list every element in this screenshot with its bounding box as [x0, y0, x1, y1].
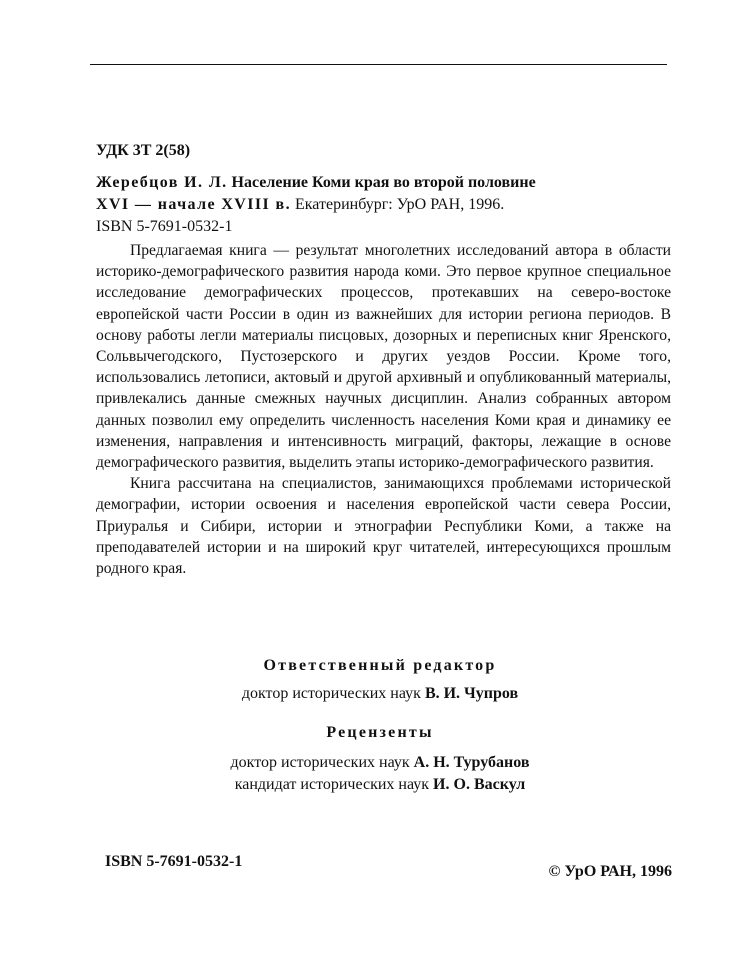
reviewer-2	[90, 774, 670, 796]
footer-copyright: © УрО РАН, 1996	[548, 863, 672, 880]
isbn-line: ISBN 5-7691-0532-1	[96, 218, 233, 235]
author-name: Жеребцов И. Л.	[96, 174, 228, 191]
reviewer-1-name: А. Н. Турубанов	[413, 754, 530, 771]
footer-isbn: ISBN 5-7691-0532-1	[105, 853, 243, 870]
imprint: Екатеринбург: УрО РАН, 1996.	[295, 196, 505, 213]
reviewer-2-title: кандидат исторических наук	[234, 776, 430, 793]
annotation-paragraph-1: Предлагаемая книга — результат многолетних исследований автора в области историко-демографического развития народа коми. Это первое крупное специальное исследование демографических процессов, протекавших на северо-востоке европейской части России в один из важнейших для истории региона периодов. В основу работы легли материалы писцовых, дозорных и переписных книг Яренского, Сольвычегодского, Пустозерского и других уездов России. Кроме того, использовались летописи, актовый и другой архивный и опубликованный материалы, привлекались данные смежных научных дисциплин. Анализ собранных автором данных позволил ему определить численность населения Коми края и динамику ее изменения, направления и интенсивность миграций, факторы, лежащие в основе демографического развития, выделить этапы историко-демографического развития.	[96, 242, 671, 472]
reviewers-heading: Рецензенты	[326, 724, 434, 741]
editor-heading: Ответственный редактор	[263, 657, 497, 674]
reviewer-1	[90, 752, 670, 774]
book-title-part2: XVI — начале XVIII в.	[96, 196, 291, 213]
book-title-part1: Население Коми края во второй половине	[231, 174, 536, 191]
editor-block	[90, 655, 670, 705]
reviewers-block	[90, 722, 670, 796]
bibliographic-record	[96, 140, 671, 238]
annotation-text	[96, 240, 671, 579]
annotation-paragraph-2: Книга рассчитана на специалистов, занимающихся проблемами исторической демографии, истории освоения и населения европейской части севера России, Приуралья и Сибири, истории и этнографии Республики Коми, а также на преподавателей истории и на широкий круг читателей, интересующихся прошлым родного края.	[96, 475, 671, 578]
reviewer-1-title: доктор исторических наук	[230, 754, 410, 771]
title-imprint-line	[96, 194, 671, 216]
reviewer-2-name: И. О. Васкул	[433, 776, 526, 793]
editor-name: В. И. Чупров	[424, 685, 519, 702]
top-rule	[90, 64, 667, 65]
udk-code: УДК 3Т 2(58)	[96, 142, 191, 159]
author-title-line	[96, 172, 671, 194]
editor-line	[90, 683, 670, 705]
editor-title: доктор исторических наук	[241, 685, 421, 702]
